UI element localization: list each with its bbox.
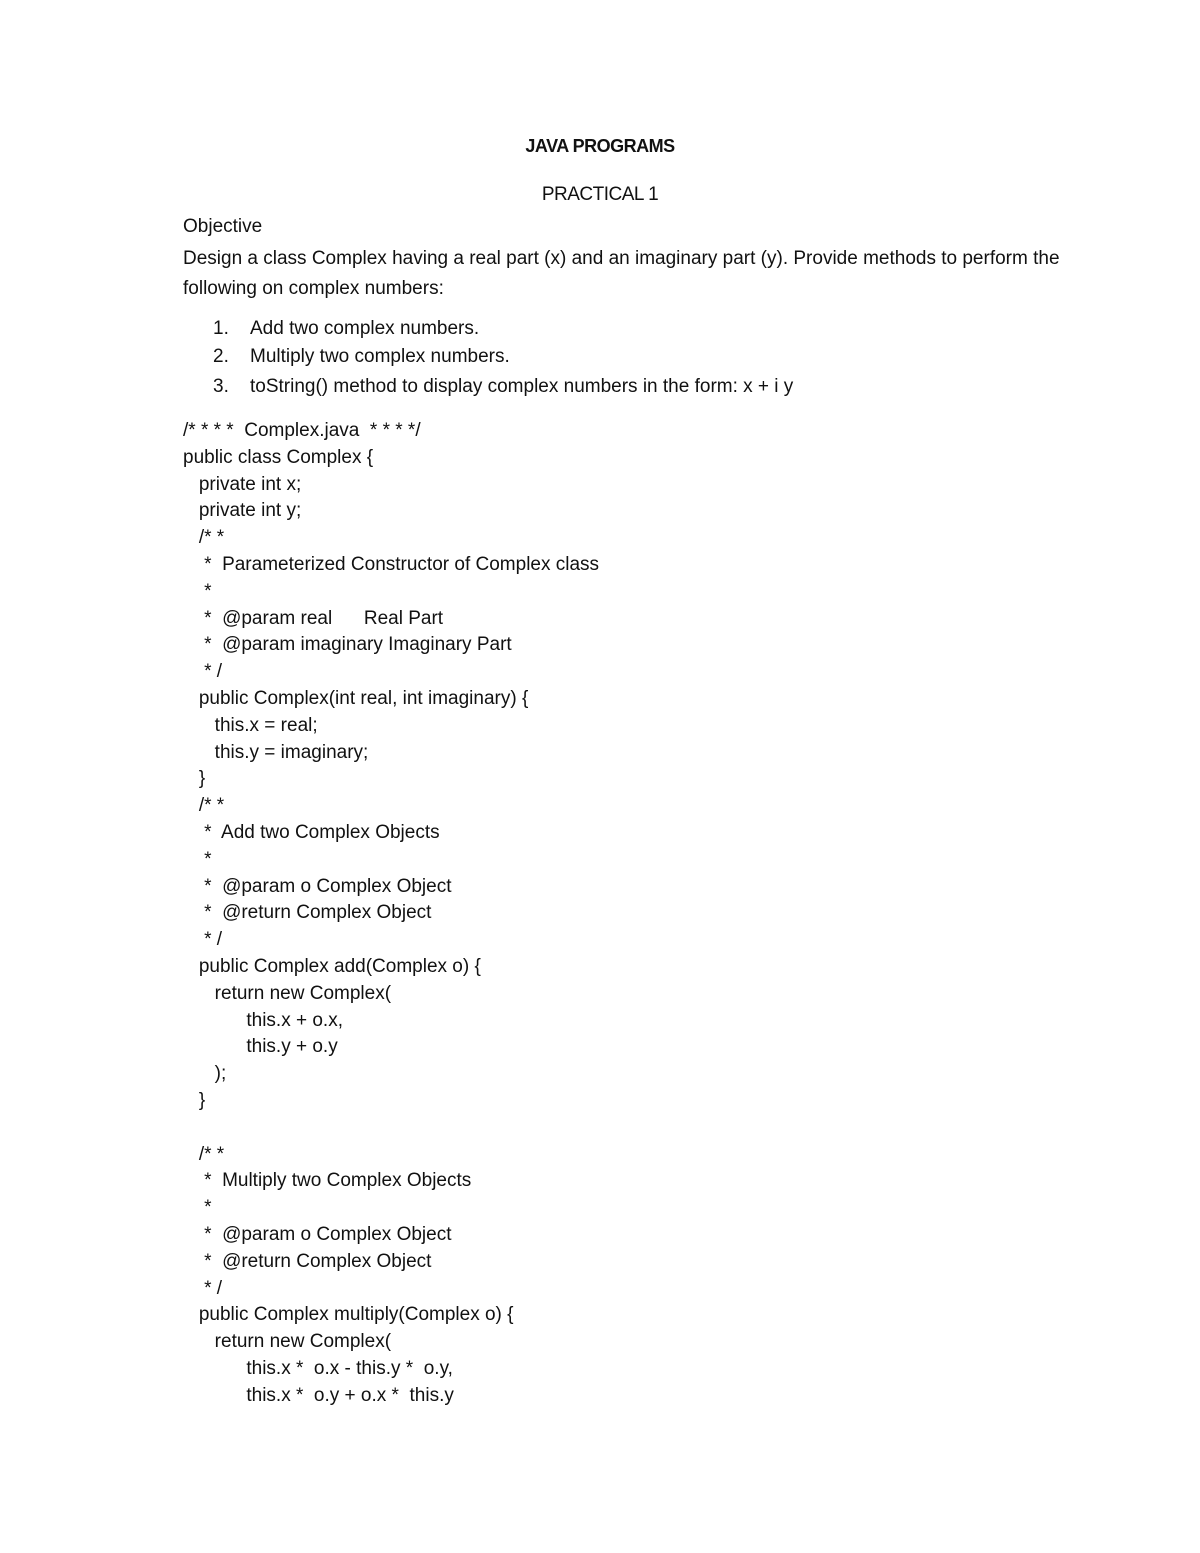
code-line: * @param o Complex Object — [183, 875, 452, 897]
code-line: this.x + o.x, — [183, 1009, 343, 1031]
code-line: } — [183, 768, 206, 790]
code-line: * — [183, 580, 212, 602]
code-line: this.y + o.y — [183, 1036, 338, 1058]
requirement-item — [213, 318, 479, 340]
code-line: * / — [183, 661, 223, 683]
objective-label: Objective — [183, 216, 263, 237]
code-line: ); — [183, 1063, 227, 1085]
requirement-item — [213, 346, 510, 368]
code-line: private int x; — [183, 473, 302, 495]
code-line: /* * — [183, 1143, 225, 1165]
code-line: } — [183, 1089, 206, 1111]
code-line: public Complex add(Complex o) { — [183, 955, 481, 977]
code-line: /* * * * Complex.java * * * */ — [183, 420, 421, 441]
code-line: this.x = real; — [183, 714, 318, 736]
code-line: this.x * o.y + o.x * this.y — [183, 1384, 454, 1406]
requirement-text: toString() method to display complex numbers in the form: x + i y — [250, 376, 794, 397]
code-line: * / — [183, 1277, 223, 1299]
code-line: * — [183, 1197, 212, 1219]
practical-heading: PRACTICAL 1 — [541, 184, 659, 205]
code-line: * @param real Real Part — [183, 607, 444, 629]
code-line: return new Complex( — [183, 1331, 392, 1353]
requirement-number: 3. — [213, 376, 229, 397]
code-line: * @return Complex Object — [183, 902, 432, 924]
code-listing — [183, 418, 599, 1409]
requirement-text: Multiply two complex numbers. — [250, 346, 510, 367]
code-line — [183, 1115, 599, 1142]
document-title: JAVA PROGRAMS — [525, 136, 675, 156]
code-line: * Multiply two Complex Objects — [183, 1170, 472, 1192]
code-line: public class Complex { — [183, 446, 374, 468]
code-line: * @param imaginary Imaginary Part — [183, 634, 512, 656]
code-line: * Parameterized Constructor of Complex class — [183, 553, 600, 575]
code-line: public Complex multiply(Complex o) { — [183, 1304, 514, 1326]
requirement-item — [213, 376, 793, 398]
code-line: /* * — [183, 527, 225, 549]
code-line: * / — [183, 929, 223, 951]
requirement-text: Add two complex numbers. — [250, 318, 480, 339]
code-line: * — [183, 848, 212, 870]
code-line: private int y; — [183, 500, 302, 522]
code-line: return new Complex( — [183, 982, 392, 1004]
code-line: /* * — [183, 795, 225, 817]
code-line: * Add two Complex Objects — [183, 821, 440, 843]
requirement-number: 2. — [213, 346, 229, 367]
requirement-number: 1. — [213, 318, 229, 339]
objective-description: Design a class Complex having a real part (x) and an imaginary part (y). Provide methods to perform the following on complex numbers: — [183, 248, 1060, 299]
code-line: this.y = imaginary; — [183, 741, 369, 763]
code-line: this.x * o.x - this.y * o.y, — [183, 1357, 453, 1379]
code-line: * @param o Complex Object — [183, 1223, 452, 1245]
code-line: * @return Complex Object — [183, 1250, 432, 1272]
code-line: public Complex(int real, int imaginary) { — [183, 687, 529, 709]
